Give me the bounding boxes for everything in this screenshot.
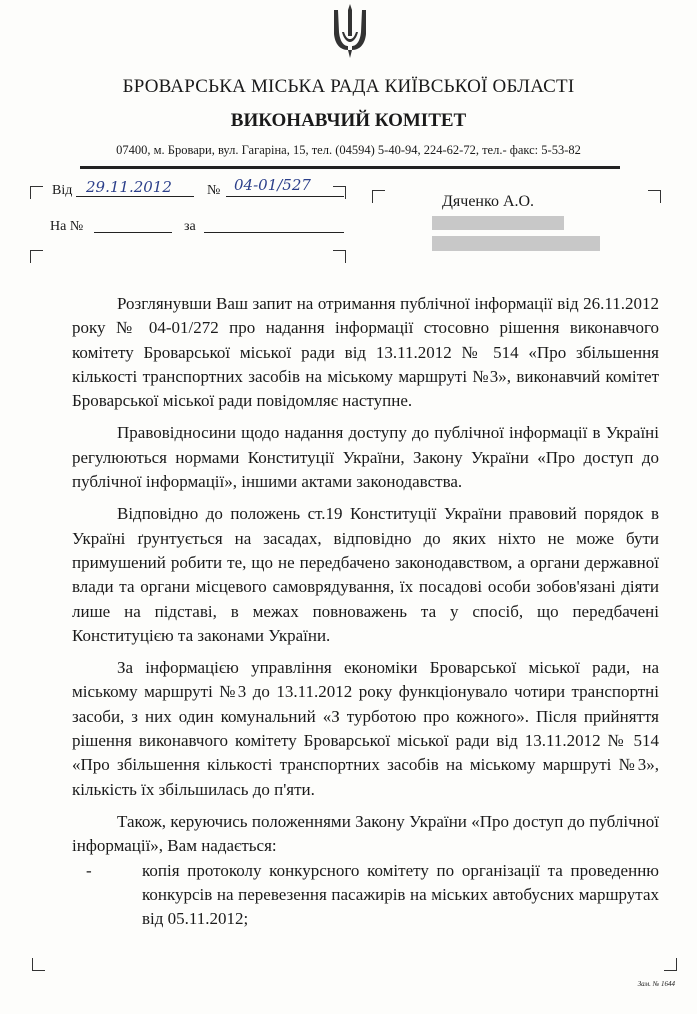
list-bullet: -	[86, 860, 92, 880]
number-line	[226, 196, 344, 197]
corner-bracket	[32, 958, 45, 971]
body-paragraph: Розглянувши Ваш запит на отримання публічної інформації від 26.11.2012 року № 04-01/272 про надання інформації стосовно рішення виконавчого комітету Броварської міської ради від 13.11.2012 № 514 «Про збільшення кількості транспортних засобів на міському маршруті №3», виконавчий комітет Броварської міської ради повідомляє наступне.	[72, 294, 659, 411]
ref-number-label: На №	[50, 219, 84, 234]
number-label: №	[207, 183, 221, 198]
corner-bracket	[372, 190, 385, 203]
ref-number-line	[94, 232, 172, 233]
corner-bracket	[648, 190, 661, 203]
letter-body	[72, 292, 659, 931]
body-paragraph: За інформацією управління економіки Броварської міської ради, на міському маршруті №3 до 13.11.2012 року функціонувало чотири транспортні засоби, з них один комунальний «З турботою про кожного». Після прийняття рішення виконавчого комітету Броварської міської ради від 13.11.2012 № 514 «Про збільшення кількості транспортних засобів на міському маршруті №3», кількість їх збільшилась до п'яти.	[72, 658, 659, 799]
date-line	[76, 196, 194, 197]
corner-bracket	[333, 250, 346, 263]
organization-name: БРОВАРСЬКА МІСЬКА РАДА КИЇВСЬКОЇ ОБЛАСТІ	[122, 76, 575, 97]
trident-emblem-icon	[330, 2, 370, 60]
list-item	[72, 859, 659, 932]
ref-date-line	[204, 232, 344, 233]
order-mark: Зам. № 1644	[637, 980, 675, 988]
ref-date-label: за	[184, 219, 196, 234]
body-paragraph: Відповідно до положень ст.19 Конституції України правовий порядок в Україні ґрунтується на засадах, відповідно до яких ніхто не може бути примушений робити те, що не передбачено законодавством, а органи державної влади та органи місцевого самоврядування, їх посадові особи зобов'язані діяти лише на підставі, в межах повноважень та у спосіб, що передбачені Конституцією та законами України.	[72, 504, 659, 645]
corner-bracket	[30, 250, 43, 263]
redacted-address	[432, 236, 600, 251]
outgoing-date: 29.11.2012	[86, 178, 172, 196]
corner-bracket	[333, 186, 346, 199]
corner-bracket	[30, 186, 43, 199]
header-rule	[80, 166, 620, 169]
redacted-address	[432, 216, 564, 230]
list-item-text: копія протоколу конкурсного комітету по організації та проведенню конкурсів на перевезення пасажирів на міських автобусних маршрутах від 05.11.2012;	[142, 860, 659, 929]
corner-bracket	[664, 958, 677, 971]
body-paragraph: Правовідносини щодо надання доступу до публічної інформації в Україні регулюються нормами Конституції України, Закону України «Про доступ до публічної інформації», іншими актами законодавства.	[72, 423, 659, 492]
outgoing-number: 04-01/527	[234, 176, 311, 194]
from-label: Від	[52, 183, 73, 198]
recipient-name: Дяченко А.О.	[442, 193, 535, 210]
address-line: 07400, м. Бровари, вул. Гагаріна, 15, тел. (04594) 5-40-94, 224-62-72, тел.- факс: 5-53-82	[116, 143, 581, 157]
body-paragraph: Також, керуючись положеннями Закону України «Про доступ до публічної інформації», Вам надається:	[72, 811, 659, 856]
committee-name: ВИКОНАВЧИЙ КОМІТЕТ	[230, 110, 467, 131]
